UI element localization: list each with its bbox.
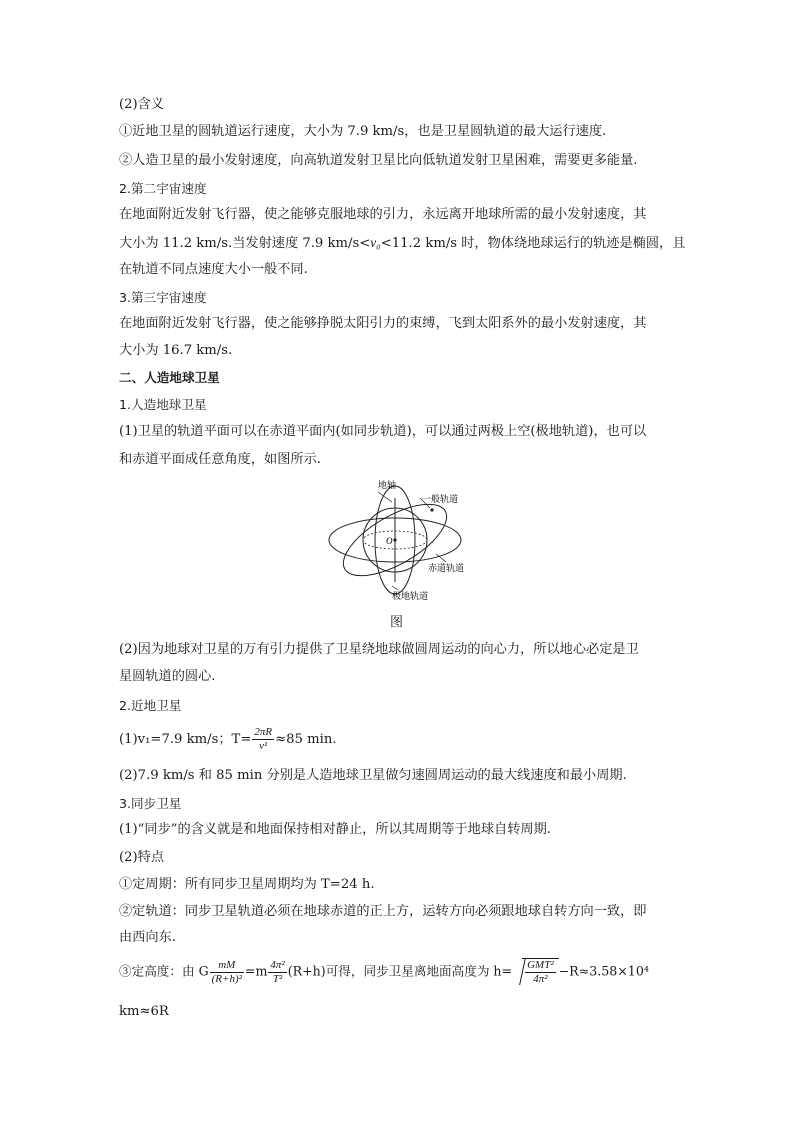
formula-text: −R≈3.58×10⁴ [558,963,649,979]
formula-text: ③定高度：由 G [119,963,209,979]
figure-caption: 图 [390,615,404,630]
v0-symbol: v₀ [370,235,381,250]
line-gravity-1: (2)因为地球对卫星的万有引力提供了卫星绕地球做圆周运动的向心力，所以地心必定是卫 [119,642,639,657]
fraction-numerator: GMT² [527,959,554,971]
fraction-numerator: mM [210,959,244,973]
line-meaning-1: ①近地卫星的圆轨道运行速度，大小为 7.9 km/s，也是卫星圆轨道的最大运行速度. [119,124,607,139]
line-fixed-height-result: km≈6R [119,1004,169,1019]
formula-text: ≈85 min. [275,732,337,747]
fraction-gravity [210,959,244,986]
line-orbit-plane-2: 和赤道平面成任意角度，如图所示. [119,452,322,467]
formula-text: (1)v₁=7.9 km/s；T= [119,732,252,747]
fraction-denominator: 4π² [533,973,548,985]
formula-text: (R+h)可得，同步卫星离地面高度为 h= [287,963,513,979]
heading-third-cosmic-velocity: 3.第三宇宙速度 [119,290,207,305]
heading-near-earth-satellite: 2.近地卫星 [119,698,182,713]
fraction-denominator: (R+h)² [211,972,242,985]
heading-second-cosmic-velocity: 2.第二宇宙速度 [119,181,207,196]
polar-orbit-label: 极地轨道 [392,592,429,602]
center-point [393,538,396,541]
fraction-period [252,726,274,753]
center-label: O [386,536,393,546]
line-near-earth-2: (2)7.9 km/s 和 85 min 分别是人造地球卫星做匀速圆周运动的最大线速度和最小周期. [119,768,627,783]
line-features-heading: (2)特点 [119,850,165,865]
line-third-velocity-2: 大小为 16.7 km/s. [119,343,233,358]
polar-orbit-leader [392,586,398,590]
fraction-height [525,959,556,986]
heading-synchronous-satellite: 3.同步卫星 [119,796,182,811]
line-fixed-orbit-2: 由西向东. [119,930,176,945]
equatorial-orbit-label: 赤道轨道 [428,564,465,574]
fraction-numerator: 2πR [254,726,273,738]
fraction-centripetal [268,959,286,986]
line-orbit-plane-1: (1)卫星的轨道平面可以在赤道平面内(如同步轨道)，可以通过两极上空(极地轨道)，也可以 [119,424,647,439]
line-second-velocity-1: 在地面附近发射飞行器，使之能够克服地球的引力，永远离开地球所需的最小发射速度，其 [119,207,647,222]
orbit-diagram [320,474,480,604]
line-fixed-period: ①定周期：所有同步卫星周期均为 T=24 h. [119,877,375,892]
fraction-numerator: 4π² [270,958,285,971]
formula-text: =m [244,963,268,979]
line-meaning-heading: (2)含义 [119,97,165,112]
satellite-dot [430,508,433,511]
line-near-earth-formula [119,726,337,753]
equatorial-orbit-leader [436,554,446,562]
fraction-denominator: v¹ [259,740,268,752]
line-fixed-orbit-1: ②定轨道：同步卫星轨道必须在地球赤道的正上方，运转方向必须跟地球自转方向一致，即 [119,904,647,919]
line-second-velocity-2 [119,234,685,253]
text-part: <11.2 km/s 时，物体绕地球运行的轨迹是椭圆，且 [380,236,686,251]
line-sync-meaning: (1)“同步”的含义就是和地面保持相对静止，所以其周期等于地球自转周期. [119,822,551,837]
heading-artificial-satellites: 二、人造地球卫星 [119,370,220,385]
line-fixed-height-formula [119,958,649,986]
general-orbit-label: 一般轨道 [422,495,459,505]
line-third-velocity-1: 在地面附近发射飞行器，使之能够挣脱太阳引力的束缚，飞到太阳系外的最小发射速度，其 [119,316,647,331]
fraction-denominator: T² [272,972,283,985]
line-meaning-2: ②人造卫星的最小发射速度，向高轨道发射卫星比向低轨道发射卫星困难，需要更多能量. [119,153,638,168]
line-second-velocity-3: 在轨道不同点速度大小一般不同. [119,262,308,277]
line-gravity-2: 星圆轨道的圆心. [119,669,216,684]
square-root [522,958,559,986]
heading-artificial-earth-satellite: 1.人造地球卫星 [119,397,207,412]
axis-label: 地轴 [378,481,397,491]
text-part: 大小为 11.2 km/s.当发射速度 7.9 km/s< [119,236,371,251]
